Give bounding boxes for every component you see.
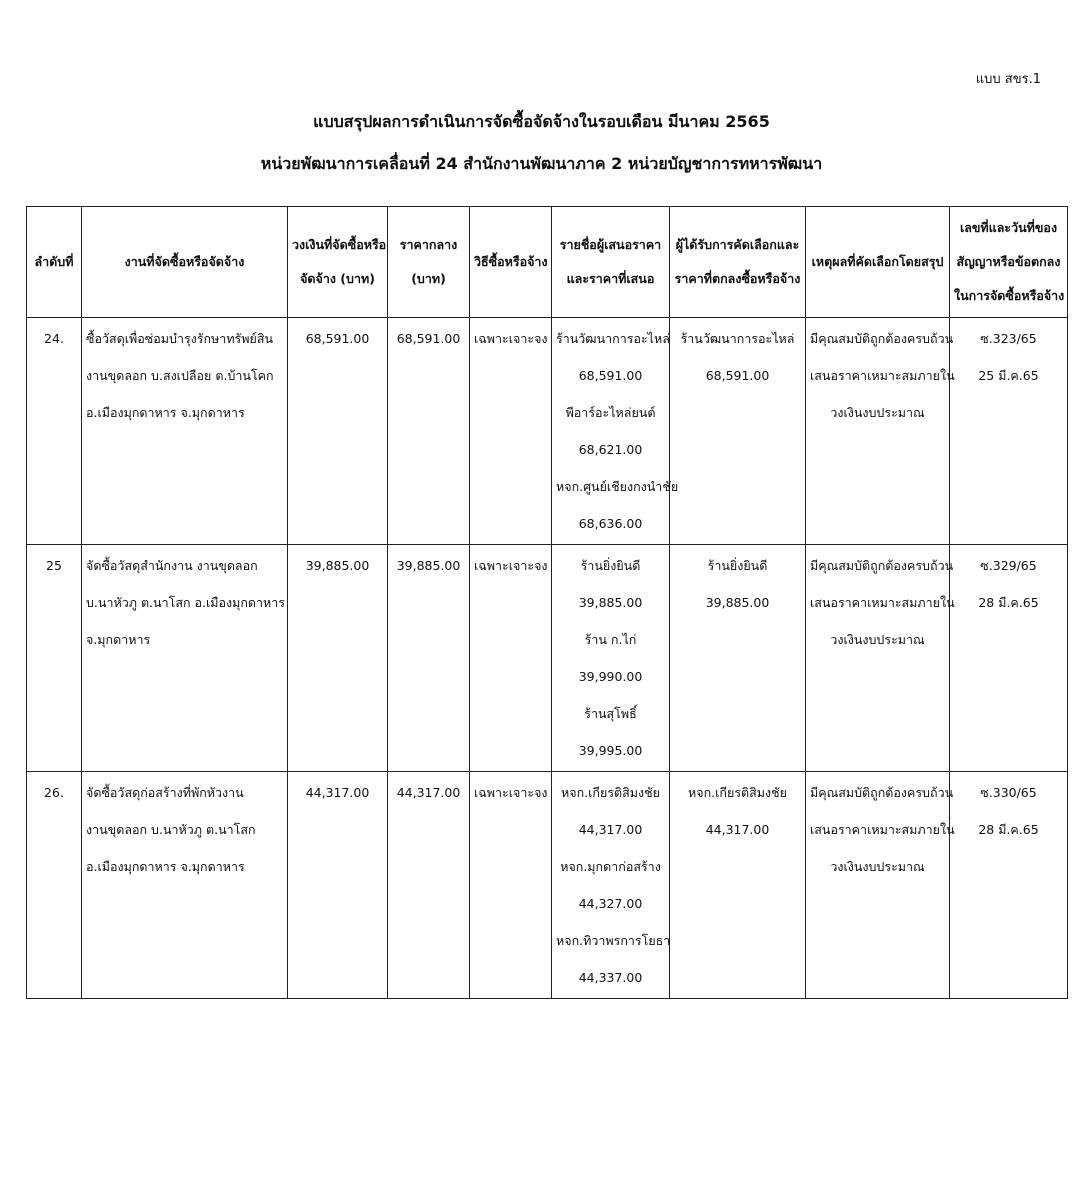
cell-winner: ร้านยิ่งยินดี 39,885.00 — [670, 545, 806, 772]
table-row — [27, 772, 1068, 999]
col-header-method: วิธีซื้อหรือจ้าง — [470, 207, 552, 318]
form-code: แบบ สขร.1 — [975, 72, 1041, 87]
table-row — [27, 318, 1068, 545]
table-header-row — [27, 207, 1068, 318]
cell-reason: มีคุณสมบัติถูกต้องครบถ้วน เสนอราคาเหมาะสมภายใน วงเงินงบประมาณ — [806, 318, 950, 545]
cell-contract: ซ.329/65 28 มี.ค.65 — [950, 545, 1068, 772]
procurement-table — [26, 206, 1068, 999]
cell-budget: 39,885.00 — [288, 545, 388, 772]
col-header-budget: วงเงินที่จัดซื้อหรือ จัดจ้าง (บาท) — [288, 207, 388, 318]
cell-no: 25 — [27, 545, 82, 772]
cell-budget: 68,591.00 — [288, 318, 388, 545]
cell-item: ซื้อวัสดุเพื่อซ่อมบำรุงรักษาทรัพย์สิน งานขุดลอก บ.สงเปลือย ต.บ้านโคก อ.เมืองมุกดาหาร จ.มุกดาหาร — [82, 318, 288, 545]
col-header-no: ลำดับที่ — [27, 207, 82, 318]
cell-no: 24. — [27, 318, 82, 545]
cell-median-price: 68,591.00 — [388, 318, 470, 545]
cell-method: เฉพาะเจาะจง — [470, 545, 552, 772]
col-header-reason: เหตุผลที่คัดเลือกโดยสรุป — [806, 207, 950, 318]
cell-bidders: ร้านวัฒนาการอะไหล่ 68,591.00 พีอาร์อะไหล่ยนต์ 68,621.00 หจก.ศูนย์เชียงกงนำชัย 68,636.00 — [552, 318, 670, 545]
col-header-item: งานที่จัดซื้อหรือจัดจ้าง — [82, 207, 288, 318]
cell-contract: ซ.330/65 28 มี.ค.65 — [950, 772, 1068, 999]
col-header-bidders: รายชื่อผู้เสนอราคา และราคาที่เสนอ — [552, 207, 670, 318]
cell-winner: หจก.เกียรติสิมงชัย 44,317.00 — [670, 772, 806, 999]
cell-item: จัดซื้อวัสดุก่อสร้างที่พักหัวงาน งานขุดลอก บ.นาหัวภู ต.นาโสก อ.เมืองมุกดาหาร จ.มุกดาหาร — [82, 772, 288, 999]
col-header-winner: ผู้ได้รับการคัดเลือกและ ราคาที่ตกลงซื้อหรือจ้าง — [670, 207, 806, 318]
document-subtitle: หน่วยพัฒนาการเคลื่อนที่ 24 สำนักงานพัฒนาภาค 2 หน่วยบัญชาการทหารพัฒนา — [260, 154, 823, 173]
cell-no: 26. — [27, 772, 82, 999]
cell-median-price: 39,885.00 — [388, 545, 470, 772]
cell-item: จัดซื้อวัสดุสำนักงาน งานขุดลอก บ.นาหัวภู ต.นาโสก อ.เมืองมุกดาหาร จ.มุกดาหาร — [82, 545, 288, 772]
cell-reason: มีคุณสมบัติถูกต้องครบถ้วน เสนอราคาเหมาะสมภายใน วงเงินงบประมาณ — [806, 545, 950, 772]
cell-bidders: หจก.เกียรติสิมงชัย 44,317.00 หจก.มุกดาก่อสร้าง 44,327.00 หจก.ทิวาพรการโยธา 44,337.00 — [552, 772, 670, 999]
cell-bidders: ร้านยิ่งยินดี 39,885.00 ร้าน ก.ไก่ 39,990.00 ร้านสุโพธิ์ 39,995.00 — [552, 545, 670, 772]
cell-budget: 44,317.00 — [288, 772, 388, 999]
col-header-median-price: ราคากลาง (บาท) — [388, 207, 470, 318]
cell-method: เฉพาะเจาะจง — [470, 772, 552, 999]
cell-reason: มีคุณสมบัติถูกต้องครบถ้วน เสนอราคาเหมาะสมภายใน วงเงินงบประมาณ — [806, 772, 950, 999]
cell-contract: ซ.323/65 25 มี.ค.65 — [950, 318, 1068, 545]
col-header-contract: เลขที่และวันที่ของ สัญญาหรือข้อตกลง ในการจัดซื้อหรือจ้าง — [950, 207, 1068, 318]
cell-winner: ร้านวัฒนาการอะไหล่ 68,591.00 — [670, 318, 806, 545]
document-title: แบบสรุปผลการดำเนินการจัดซื้อจัดจ้างในรอบเดือน มีนาคม 2565 — [313, 112, 770, 131]
cell-median-price: 44,317.00 — [388, 772, 470, 999]
cell-method: เฉพาะเจาะจง — [470, 318, 552, 545]
table-row — [27, 545, 1068, 772]
